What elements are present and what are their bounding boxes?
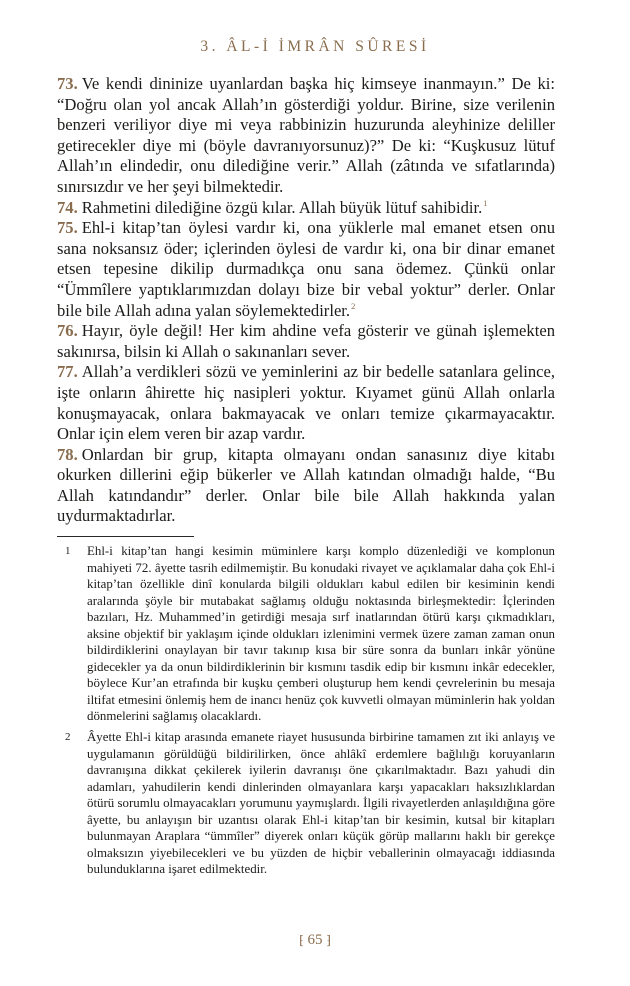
verse-number: 76. xyxy=(57,321,78,341)
verse-text: Allah’a verdikleri sözü ve yeminlerini az bir bedelle satanlara gelince, işte onların âhirette hiç nasipleri yoktur. Kıyamet günü Allah onlarla konuşmayacak, onlara bakmayacak ve onları temize çıkarmayacaktır. Onlar için elem veren bir azap vardır. xyxy=(57,362,555,444)
verse-text: Ve kendi dininize uyanlardan başka hiç kimseye inanmayın.” De ki: “Doğru olan yol ancak Allah’ın gösterdiği yoldur. Birine, size verilenin benzeri veriliyor diye mi veya rabbinizin huzurunda aleyhinize deliller getirecekler diye mi (böyle davranıyorsunuz)?” De ki: “Kuşkusuz lütuf Allah’ın elindedir, onu dilediğine verir.” Allah (zâtında ve sıfatlarında) sınırsızdır ve her şeyi bilmektedir. xyxy=(57,74,555,196)
footnote-number: 2 xyxy=(65,731,71,744)
verse-number: 78. xyxy=(57,444,78,464)
running-head: 3. ÂL-İ İMRÂN SÛRESİ xyxy=(200,38,430,55)
ornament-left-icon: ⁅ xyxy=(299,933,304,947)
verse-number: 74. xyxy=(57,197,78,217)
footnote-divider xyxy=(57,536,194,537)
verse xyxy=(57,74,555,198)
footnote-text: Âyette Ehl-i kitap arasında emanete riayet hususunda birbirine tamamen zıt iki anlayış ve uygulamanın görüldüğü bildirilirken, önce ahlâkî erdemlere bağlılığı koruyanların davranışına dikkat çekilerek iyilerin davranışı öne çıkarılmaktadır. Bazı yahudi din adamları, yahudilerin kendi dinlerinden olmayanlara karşı yapacakları haksızlıklardan ötürü sorumlu olmayacakları yorumunu yaymışlardı. İlgili rivayetlerden anlaşıldığına göre âyette, bu anlayışın bir uzantısı olarak Ehl-i kitap’tan bir kesimin, kutsal bir kitapları bulunmayan Araplara “ümmîler” diyerek onları küçük görüp mallarını haklı bir gerekçe olmaksızın yiyebilecekleri ve bu yüzden de hiçbir veballerinin olmayacağı iddiasında bulunduklarına işaret edilmektedir. xyxy=(87,730,555,877)
ornament-right-icon: ⁆ xyxy=(326,933,331,947)
verse-number: 75. xyxy=(57,218,78,238)
footnote xyxy=(65,543,555,725)
verse-text: Ehl-i kitap’tan öylesi vardır ki, ona yüklerle mal emanet etsen onu sana noksansız öder; içlerinden öylesi de vardır ki, ona bir dinar emanet etsen tepesine dikilip durmadıkça onu sana ödemez. Çünkü onlar “Ümmîlere yaptıklarımızdan dolayı bize bir vebal yoktur” derler. Onlar bile bile Allah adına yalan söylemektedirler. xyxy=(57,218,555,320)
verse-text: Onlardan bir grup, kitapta olmayanı ondan sanasınız diye kitabı okurken dillerini eğip bükerler ve Allah katından olmadığı halde, “Bu Allah katındandır” derler. Onlar bile bile Allah hakkında yalan uydurmaktadırlar. xyxy=(57,444,555,526)
verse-list xyxy=(57,74,555,527)
verse xyxy=(57,321,555,362)
verse xyxy=(57,198,555,219)
verse-text: Rahmetini dilediğine özgü kılar. Allah büyük lütuf sahibidir. xyxy=(81,197,483,217)
verse xyxy=(57,445,555,527)
verse xyxy=(57,218,555,321)
footnote-list xyxy=(65,543,555,882)
verse-text: Hayır, öyle değil! Her kim ahdine vefa gösterir ve günah işlemekten sakınırsa, bilsin ki Allah o sakınanları sever. xyxy=(57,321,555,361)
footnote-text: Ehl-i kitap’tan hangi kesimin müminlere karşı komplo düzenlediği ve komplonun mahiyeti 72. âyette tasrih edilmemiştir. Bu konudaki rivayet ve açıklamalar daha çok Ehl-i kitap’tan özellikle dinî konularda bilgili oldukları kabul edilen bir kesiminin kendi aralarında şöyle bir mutabakat sağlamış olduğu noktasında birleşmektedir: İçlerinden bazıları, Hz. Muhammed’in getirdiği mesaja sırf inatlarından ötürü karşı çıkmadıkları, aksine objektif bir yaklaşım içinde oldukları izlenimini vermek üzere zaman zaman onun bildirdiklerini onaylayan bir tavır takınıp kısa bir süre sonra da bunları inkâr yönüne gidecekler ya da onun bildirdiklerinin bir kısmını tasdik edip bir kısmını inkâr edecekler, böylece Kur’an etrafında bir kuşku çemberi oluşturup hem kendi çevrelerinin bu mesaja iltifat etmesini önlemiş hem de inancı henüz çok kuvvetli olmayan müminlerin hak yoldan dönmelerini sağlamış olacaklardı. xyxy=(87,544,555,724)
footnote xyxy=(65,729,555,878)
page-number: 65 xyxy=(307,932,323,948)
verse-number: 73. xyxy=(57,74,78,93)
verse xyxy=(57,362,555,444)
footnote-number: 1 xyxy=(65,545,71,557)
verse-number: 77. xyxy=(57,362,78,382)
footnote-reference[interactable]: 2 xyxy=(351,301,356,311)
footnote-reference[interactable]: 1 xyxy=(483,198,488,209)
page-number-footer xyxy=(0,932,630,949)
